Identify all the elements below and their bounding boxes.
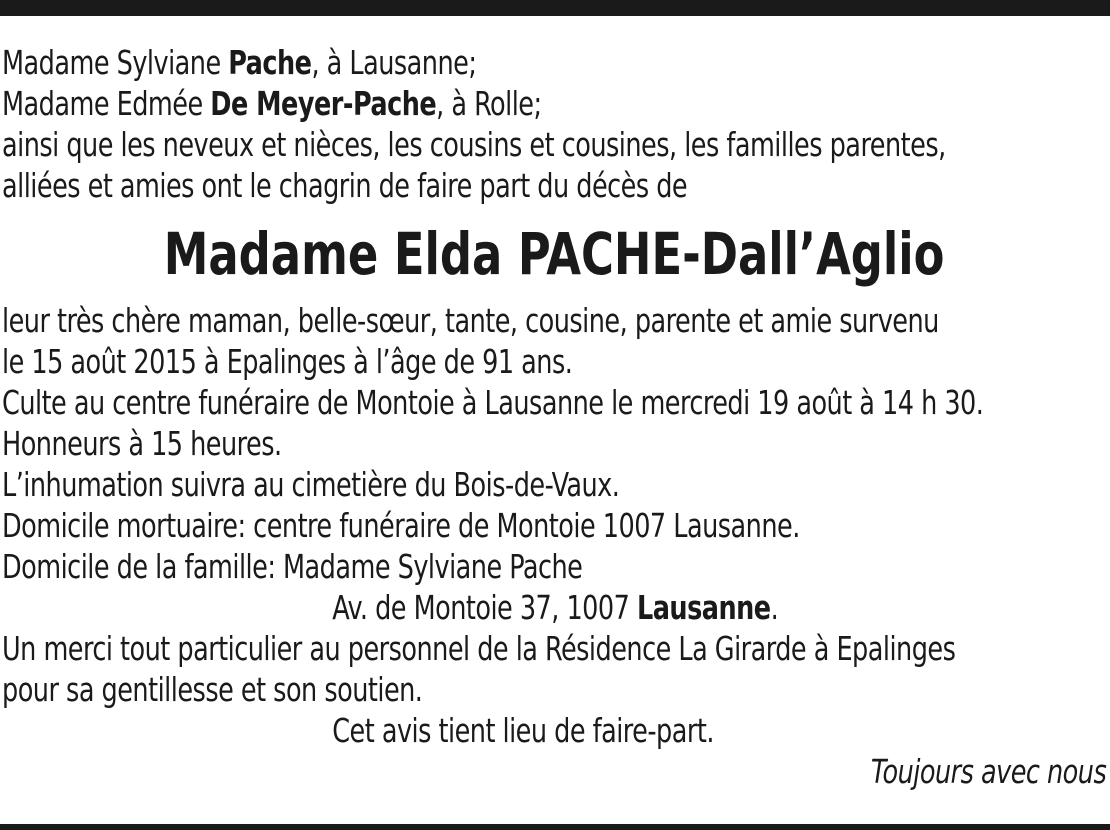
deceased-name: Madame Elda PACHE-Dall’Aglio [163, 220, 945, 288]
burial-line: L’inhumation suivra au cimetière du Bois-de-Vaux. [2, 465, 620, 504]
family-line-1-prefix: Madame Sylviane [2, 43, 229, 82]
family-line-2-prefix: Madame Edmée [2, 84, 211, 123]
address-city: Lausanne [636, 588, 771, 627]
text-line-2: le 15 août 2015 à Epalinges à l’âge de 91 ans. [2, 342, 573, 381]
family-line-1-surname: Pache [228, 43, 312, 82]
top-rule [0, 0, 1110, 16]
honours-line: Honneurs à 15 heures. [2, 424, 282, 463]
family-line-2-place: , à Rolle; [436, 84, 542, 123]
family-line-2 [2, 83, 1106, 124]
mortuary-line: Domicile mortuaire: centre funéraire de Montoie 1007 Lausanne. [2, 506, 800, 545]
avis-line: Cet avis tient lieu de faire-part. [332, 711, 714, 750]
intro-line-1: ainsi que les neveux et nièces, les cousins et cousines, les familles parentes, [2, 125, 946, 164]
family-home-line: Domicile de la famille: Madame Sylviane Pache [2, 547, 583, 586]
service-line: Culte au centre funéraire de Montoie à Lausanne le mercredi 19 août à 14 h 30. [2, 383, 984, 422]
address-period: . [770, 588, 779, 627]
family-address-line [2, 587, 1106, 628]
thanks-line-2: pour sa gentillesse et son soutien. [2, 670, 423, 709]
intro-line-2: alliées et amies ont le chagrin de faire part du décès de [2, 166, 688, 205]
closing-line: Toujours avec nous [870, 752, 1107, 791]
family-line-2-surname: De Meyer-Pache [210, 84, 437, 123]
address-street: Av. de Montoie 37, 1007 [332, 588, 637, 627]
text-line-1: leur très chère maman, belle-sœur, tante, cousine, parente et amie survenu [2, 301, 939, 340]
thanks-line-1: Un merci tout particulier au personnel de la Résidence La Girarde à Epalinges [2, 629, 956, 668]
bottom-rule [0, 824, 1110, 830]
notice-body [2, 42, 1106, 792]
family-line-1-place: , à Lausanne; [311, 43, 477, 82]
family-line-1 [2, 42, 1106, 83]
